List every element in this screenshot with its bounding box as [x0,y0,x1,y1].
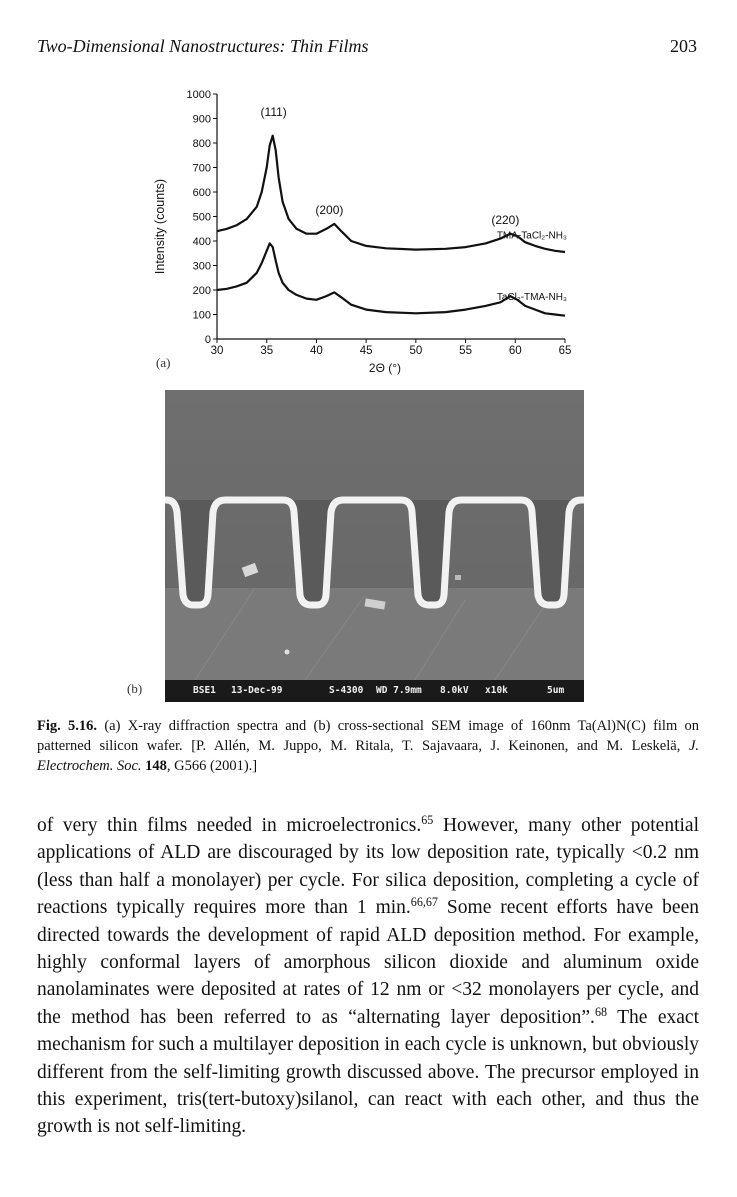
panel-b-label: (b) [127,681,143,696]
y-axis-label: Intensity (counts) [153,178,167,275]
peak-annotation: (111) [260,105,287,120]
xrd-chart [150,88,590,388]
sem-trench-illustration [165,390,584,702]
caption-label: Fig. 5.16. [37,718,98,734]
series-label-tma-tacl2-nh3: TMA-TaCl₂-NH₃ [496,230,567,242]
y-tick-label: 600 [192,187,211,199]
y-tick-label: 200 [192,285,211,297]
caption-text-1: (a) X-ray diffraction spectra and (b) cross-sectional SEM image of 160nm Ta(Al)N(C) film on patterned silicon wafer. [P. Allén, M. Juppo, M. Ritala, T. Sajavaara, J. Keinonen, and M. Leskelä, [37,718,700,754]
caption-journal: J. Electrochem. Soc. [37,738,699,774]
y-tick-label: 700 [192,162,211,175]
figure-caption [37,716,699,776]
body-paragraph [37,812,699,1141]
x-tick-label: 55 [459,345,472,357]
x-tick-label: 50 [409,345,423,357]
y-tick-label: 400 [192,236,211,248]
body-text-3: Some recent efforts have been directed towards the development of rapid ALD deposition method. For example, highly conformal layers of amorphous silicon dioxide and aluminum oxide nanolaminates were deposited at rates of 12 nm or <32 monolayers per cycle, and the method has been referred to as “alternating layer deposition”. [37,897,699,1028]
body-text [37,812,699,1141]
sem-scale-bar: 5um [547,685,565,696]
body-text-1: of very thin films needed in microelectronics. [37,815,422,836]
y-tick-label: 300 [192,260,211,273]
x-axis-label: 2Θ (°) [368,361,402,375]
sem-image [165,390,584,702]
sem-detector: BSE1 [193,685,216,696]
sem-voltage: 8.0kV [440,685,469,696]
y-tick-label: 800 [192,138,211,150]
sem-instrument: S-4300 [329,685,364,696]
y-tick-label: 0 [204,334,211,346]
sem-working-distance: WD 7.9mm [376,685,422,696]
body-text-2: However, many other potential applications of ALD are discouraged by its low deposition rate, typically <0.2 nm (less than half a monolayer) per cycle. For silica deposition, completing a cycle of reactions typically requires more than 1 min. [37,815,699,919]
peak-annotation: (200) [315,203,344,218]
body-text-4: The exact mechanism for such a multilayer deposition in each cycle is unknown, but obviously different from the self-limiting growth discussed above. The precursor employed in this experiment, tris(tert-butoxy)silanol, can react with each other, and thus the growth is not self-limiting. [37,1006,699,1138]
sem-date: 13-Dec-99 [231,685,283,696]
series-label-tacl2-tma-nh3: TaCl₂-TMA-NH₃ [496,291,567,303]
panel-a-label: (a) [156,355,171,370]
x-tick-label: 30 [210,345,224,357]
sem-databar [165,680,584,702]
caption-volume: 148 [145,758,167,774]
x-tick-label: 65 [558,345,572,357]
caption-text-2: , G566 (2001).] [166,758,258,774]
x-tick-label: 60 [508,345,522,357]
x-tick-label: 35 [260,345,274,357]
reference-65: 65 [421,812,434,827]
reference-68: 68 [594,1004,608,1019]
series-line-tacl2-tma-nh3 [217,243,565,315]
y-tick-label: 1000 [186,89,211,101]
running-title: Two-Dimensional Nanostructures: Thin Films [37,36,369,56]
reference-66-67: 66,67 [410,894,438,909]
y-tick-label: 500 [192,211,211,224]
y-tick-label: 100 [192,309,211,322]
page-number: 203 [670,36,697,56]
peak-annotation: (220) [491,212,520,227]
x-tick-label: 45 [359,345,373,357]
sem-magnification: x10k [485,685,508,696]
y-tick-label: 900 [192,113,211,126]
x-tick-label: 40 [310,345,323,357]
